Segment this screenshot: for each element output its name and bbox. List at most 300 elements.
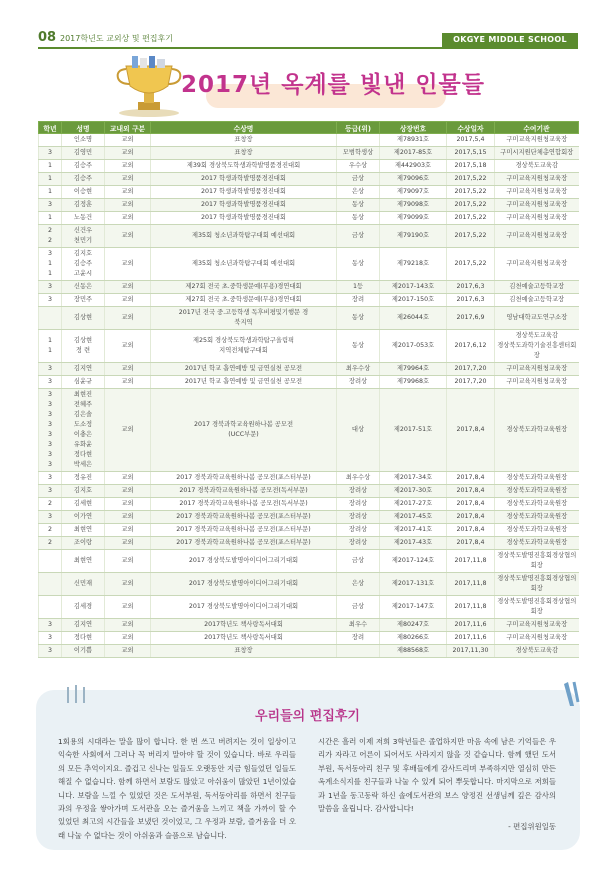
- cell-line: 2: [47, 237, 52, 244]
- cell-grade: [39, 134, 62, 147]
- cell-grade: [39, 160, 62, 173]
- table-row: [39, 596, 579, 619]
- cell-line: 표창장: [234, 149, 253, 156]
- cell-line: 2017 경상북도발명아이디어그리기대회: [188, 580, 299, 587]
- cell-cert: 제80247호: [380, 619, 447, 632]
- cell-rank: 동상: [337, 212, 380, 225]
- cell-line: 김지연: [73, 621, 93, 628]
- cell-line: 2: [47, 500, 52, 507]
- cell-date: 2017,8,4: [447, 498, 495, 511]
- cell-line: 1: [47, 270, 52, 277]
- cell-type: 교외: [105, 472, 151, 485]
- leaf-icon: [62, 685, 102, 705]
- cell-grade: [39, 524, 62, 537]
- cell-grade: [39, 550, 62, 573]
- cell-name: [62, 472, 105, 485]
- page-title: 2017년 옥계를 빛낸 인물들: [181, 72, 485, 98]
- cell-name: [62, 225, 105, 248]
- table-row: [39, 186, 579, 199]
- cell-grade: [39, 307, 62, 330]
- cell-type: 교외: [105, 511, 151, 524]
- cell-line: 고윤시: [73, 270, 93, 277]
- cell-award: [151, 573, 337, 596]
- cell-date: 2017,11,6: [447, 619, 495, 632]
- cell-award: [151, 596, 337, 619]
- cell-org: [495, 632, 579, 645]
- cell-award: [151, 186, 337, 199]
- cell-type: 교외: [105, 645, 151, 658]
- column-header: 수상일자: [447, 122, 495, 134]
- cell-type: 교외: [105, 389, 151, 472]
- editorial-title: 우리들의 편집후기: [255, 709, 360, 724]
- cell-award: [151, 524, 337, 537]
- cell-org: [495, 186, 579, 199]
- cell-line: 조이랑: [73, 539, 93, 546]
- cell-name: [62, 645, 105, 658]
- cell-grade: [39, 389, 62, 472]
- cell-type: 교외: [105, 330, 151, 363]
- cell-type: 교외: [105, 363, 151, 376]
- cell-type: 교외: [105, 485, 151, 498]
- cell-org: [495, 498, 579, 511]
- cell-line: 3: [47, 149, 52, 156]
- cell-line: 경상북도교육감: [515, 332, 559, 339]
- table-row: [39, 160, 579, 173]
- cell-line: 3: [47, 621, 52, 628]
- table-row: [39, 134, 579, 147]
- table-row: [39, 573, 579, 596]
- cell-name: [62, 307, 105, 330]
- cell-name: [62, 376, 105, 389]
- page-number: 08: [38, 30, 57, 45]
- cell-type: 교외: [105, 160, 151, 173]
- cell-name: [62, 199, 105, 212]
- cell-line: 1: [47, 347, 52, 354]
- cell-cert: 제2017-053호: [380, 330, 447, 363]
- cell-cert: 제2017-124호: [380, 550, 447, 573]
- cell-line: 1: [47, 175, 52, 182]
- cell-org: [495, 160, 579, 173]
- cell-line: 신동은: [73, 283, 93, 290]
- cell-cert: 제2017-43호: [380, 537, 447, 550]
- cell-grade: [39, 147, 62, 160]
- editorial-text-left: 1회용의 시대라는 말을 많이 합니다. 한 번 쓰고 버려지는 것이 일상이고 익숙한 사회에서 그러나 꼭 버리지 말아야 할 것이 있습니다. 바로 우리들의 모든 추억이지요. 즐겁고 신나는 일들도 오랫동안 지금 힘들었던 일들도 해질 수 없습니다. 함께 하면서 보람도 많았고 아쉬움이 많았던 1년이었습니다. 보람을 느낄 수 있었던 것은 도서부원, 독서동아리를 하면서 친구들과의 우정을 쌓아가며 도서관을 오는 즐거움을 느끼고 책을 가까이 할 수 있었던 최고의 시간들을 보냈던 것이었고, 그 우정과 보람, 즐거움을 더 오래 나눌 수 없다는 것이 아쉬움과 슬픔으로 남습니다.: [58, 737, 296, 840]
- cell-line: 표창장: [234, 647, 253, 654]
- table-row: [39, 225, 579, 248]
- page-header: [0, 0, 615, 52]
- cell-line: 2017 경북과학교육원하나봄 공모전(포스터부문): [176, 474, 311, 481]
- cell-rank: 장려상: [337, 537, 380, 550]
- cell-line: 정 련: [75, 347, 91, 354]
- cell-line: 1: [47, 260, 52, 267]
- cell-date: 2017,5,22: [447, 248, 495, 281]
- cell-cert: 제79099호: [380, 212, 447, 225]
- cell-grade: [39, 472, 62, 485]
- cell-grade: [39, 537, 62, 550]
- cell-rank: [337, 645, 380, 658]
- cell-org: [495, 307, 579, 330]
- cell-line: 김상현: [73, 337, 93, 344]
- title-area: [178, 66, 488, 112]
- cell-org: [495, 173, 579, 186]
- cell-rank: 동상: [337, 307, 380, 330]
- table-row: [39, 511, 579, 524]
- cell-award: [151, 472, 337, 485]
- column-header: 등급(위): [337, 122, 380, 134]
- cell-line: 구미교육지원청교육장: [506, 378, 568, 385]
- cell-rank: 장려: [337, 632, 380, 645]
- cell-line: 최현연: [73, 557, 93, 564]
- cell-line: 2017 경상북도발명아이디어그리기대회: [188, 557, 299, 564]
- column-header: 교내외 구분: [105, 122, 151, 134]
- cell-rank: 금상: [337, 173, 380, 186]
- cell-rank: 최우수상: [337, 363, 380, 376]
- cell-line: 김지연: [73, 365, 93, 372]
- table-header-row: [39, 122, 579, 134]
- cell-cert: 제2017-34호: [380, 472, 447, 485]
- cell-line: 구미교육지원청교육장: [506, 634, 568, 641]
- cell-line: 신건우: [73, 227, 93, 234]
- table-body: [39, 134, 579, 658]
- cell-line: 3: [47, 431, 52, 438]
- cell-line: 김승주: [73, 260, 93, 267]
- cell-org: [495, 281, 579, 294]
- cell-rank: [337, 134, 380, 147]
- cell-grade: [39, 330, 62, 363]
- cell-line: 이기쁨: [73, 647, 93, 654]
- table-row: [39, 199, 579, 212]
- cell-award: [151, 498, 337, 511]
- cell-grade: [39, 186, 62, 199]
- cell-type: 교외: [105, 294, 151, 307]
- cell-line: 2017년 전국 중.고등학생 독후비평및기행문 경: [178, 309, 309, 316]
- cell-line: 경상북도발명진흥회경상협의회장: [497, 575, 577, 592]
- cell-award: [151, 134, 337, 147]
- cell-line: 경상북도교육감: [515, 647, 559, 654]
- cell-date: 2017,8,4: [447, 472, 495, 485]
- cell-cert: 제442903호: [380, 160, 447, 173]
- cell-org: [495, 537, 579, 550]
- cell-grade: [39, 485, 62, 498]
- cell-award: [151, 330, 337, 363]
- cell-award: [151, 160, 337, 173]
- cell-cert: 제79968호: [380, 376, 447, 389]
- cell-name: [62, 511, 105, 524]
- cell-date: 2017,8,4: [447, 511, 495, 524]
- cell-line: 경상북도과학교육원장: [506, 500, 568, 507]
- cell-name: [62, 573, 105, 596]
- table-row: [39, 389, 579, 472]
- cell-line: 2017 경북과학교육원하나봄 공모전(포스터부문): [176, 539, 311, 546]
- cell-line: 1: [47, 214, 52, 221]
- cell-name: [62, 363, 105, 376]
- cell-line: 3: [47, 421, 52, 428]
- cell-date: 2017,7,20: [447, 363, 495, 376]
- cell-line: 경상북도교육감: [515, 162, 559, 169]
- cell-award: [151, 248, 337, 281]
- cell-line: 구미교육지원청교육장: [506, 136, 568, 143]
- cell-type: 교외: [105, 186, 151, 199]
- column-header: 수상명: [151, 122, 337, 134]
- cell-cert: 제2017-150호: [380, 294, 447, 307]
- cell-line: 천민기: [73, 237, 93, 244]
- cell-line: 경상북도과학기술진흥센터회장: [497, 342, 577, 359]
- cell-cert: 제2017-41호: [380, 524, 447, 537]
- cell-line: 김영민: [73, 149, 93, 156]
- cell-type: 교외: [105, 212, 151, 225]
- cell-org: [495, 363, 579, 376]
- cell-line: 제35회 청소년과학탐구대회 예선대회: [191, 232, 296, 239]
- cell-line: 이가연: [73, 513, 93, 520]
- table-row: [39, 294, 579, 307]
- cell-cert: 제79097호: [380, 186, 447, 199]
- cell-line: 2017 학생과학발명품경진대회: [201, 214, 286, 221]
- cell-award: [151, 212, 337, 225]
- cell-award: [151, 363, 337, 376]
- cell-org: [495, 596, 579, 619]
- cell-line: 3: [47, 441, 52, 448]
- column-header: 수여기관: [495, 122, 579, 134]
- cell-rank: 장려상: [337, 376, 380, 389]
- table-row: [39, 330, 579, 363]
- cell-rank: 1등: [337, 281, 380, 294]
- cell-grade: [39, 294, 62, 307]
- cell-date: 2017,5,22: [447, 225, 495, 248]
- cell-line: 제27회 전국 초.중학생문예(무용)경연대회: [185, 283, 302, 290]
- cell-award: [151, 199, 337, 212]
- cell-rank: 장려상: [337, 498, 380, 511]
- cell-cert: 제2017-45호: [380, 511, 447, 524]
- table-row: [39, 147, 579, 160]
- cell-line: 2: [47, 539, 52, 546]
- cell-award: [151, 619, 337, 632]
- cell-line: 2: [47, 227, 52, 234]
- cell-award: [151, 307, 337, 330]
- cell-org: [495, 330, 579, 363]
- cell-line: 김천예술고등학교장: [509, 283, 565, 290]
- cell-rank: 장려상: [337, 524, 380, 537]
- cell-award: [151, 537, 337, 550]
- cell-date: 2017,8,4: [447, 389, 495, 472]
- cell-line: 표창장: [234, 136, 253, 143]
- cell-name: [62, 619, 105, 632]
- cell-line: 북지역: [234, 319, 253, 326]
- cell-rank: 은상: [337, 573, 380, 596]
- cell-line: 제35회 청소년과학탐구대회 예선대회: [191, 260, 296, 267]
- cell-rank: 장려상: [337, 485, 380, 498]
- cell-award: [151, 225, 337, 248]
- cell-org: [495, 524, 579, 537]
- table-row: [39, 550, 579, 573]
- table-row: [39, 248, 579, 281]
- cell-line: 구미교육지원청교육장: [506, 260, 568, 267]
- cell-line: 구미교육지원청교육장: [506, 214, 568, 221]
- cell-org: [495, 212, 579, 225]
- cell-date: 2017,8,4: [447, 524, 495, 537]
- cell-type: 교외: [105, 376, 151, 389]
- cell-rank: 금상: [337, 550, 380, 573]
- cell-name: [62, 596, 105, 619]
- cell-award: [151, 294, 337, 307]
- cell-line: 3: [47, 283, 52, 290]
- cell-grade: [39, 199, 62, 212]
- school-name-banner: OKGYE MIDDLE SCHOOL: [442, 33, 578, 47]
- cell-line: 이충은: [73, 431, 93, 438]
- cell-rank: 동상: [337, 330, 380, 363]
- cell-org: [495, 294, 579, 307]
- cell-org: [495, 376, 579, 389]
- cell-org: [495, 134, 579, 147]
- awards-table: [38, 121, 578, 658]
- cell-line: 경상북도발명진흥회경상협의회장: [497, 598, 577, 615]
- cell-type: 교외: [105, 147, 151, 160]
- cell-line: 3: [47, 296, 52, 303]
- cell-grade: [39, 596, 62, 619]
- cell-line: 구미교육지원청교육장: [506, 232, 568, 239]
- cell-grade: [39, 281, 62, 294]
- cell-date: 2017,5,15: [447, 147, 495, 160]
- cell-line: 1: [47, 162, 52, 169]
- cell-line: 구미교육지원청교육장: [506, 365, 568, 372]
- cell-rank: 동상: [337, 199, 380, 212]
- cell-name: [62, 330, 105, 363]
- cell-rank: 모범학생상: [337, 147, 380, 160]
- cell-org: [495, 199, 579, 212]
- cell-rank: 우수상: [337, 160, 380, 173]
- editorial-text-right: 시간은 흘러 이제 저희 3학년들은 졸업하지만 마음 속에 남은 기억들은 우리가 자라고 어른이 되어서도 사라지지 않을 것 같습니다. 함께 했던 도서부원, 독서동아리 친구 및 후배들에게 감사드리며 부족하지만 열심히 만든 옥계소식지를 친구들과 나눌 수 있게 되어 뿌듯합니다. 마지막으로 저희들과 1년을 동고동락 하신 솔에도서관의 보스 양정진 선생님께 깊은 감사의 말씀을 올립니다. 감사합니다!: [318, 737, 556, 814]
- cell-cert: 제88568호: [380, 645, 447, 658]
- cell-cert: 제79098호: [380, 199, 447, 212]
- cell-line: 정다현: [73, 634, 93, 641]
- cell-type: 교외: [105, 619, 151, 632]
- cell-cert: 제2017-51호: [380, 389, 447, 472]
- cell-date: 2017,6,9: [447, 307, 495, 330]
- cell-line: 정다현: [73, 451, 93, 458]
- cell-line: 2017 경북과학교육원하나봄 공모전(독서부문): [179, 487, 308, 494]
- cell-org: [495, 389, 579, 472]
- cell-name: [62, 160, 105, 173]
- cell-line: (UCC부문): [228, 431, 259, 438]
- cell-award: [151, 376, 337, 389]
- cell-line: 3: [47, 487, 52, 494]
- table-row: [39, 537, 579, 550]
- cell-name: [62, 550, 105, 573]
- cell-grade: [39, 173, 62, 186]
- cell-line: 이승현: [73, 188, 93, 195]
- cell-date: 2017,7,20: [447, 376, 495, 389]
- cell-line: 구미시지원단체총연합회장: [500, 149, 574, 156]
- cell-grade: [39, 632, 62, 645]
- cell-cert: 제80266호: [380, 632, 447, 645]
- cell-award: [151, 147, 337, 160]
- cell-line: 노동건: [73, 214, 93, 221]
- cell-type: 교외: [105, 248, 151, 281]
- cell-line: 2017년 학교 흡연예방 및 금연실천 공모전: [184, 378, 303, 385]
- cell-date: 2017,6,3: [447, 281, 495, 294]
- cell-line: 경상북도과학교육원장: [506, 426, 568, 433]
- cell-rank: 금상: [337, 596, 380, 619]
- table-row: [39, 645, 579, 658]
- table-row: [39, 363, 579, 376]
- cell-date: 2017,5,4: [447, 134, 495, 147]
- cell-cert: 제79218호: [380, 248, 447, 281]
- cell-type: 교외: [105, 596, 151, 619]
- trophy-icon: [110, 56, 188, 118]
- cell-date: 2017,5,22: [447, 173, 495, 186]
- cell-line: 김세현: [73, 500, 93, 507]
- cell-grade: [39, 645, 62, 658]
- cell-date: 2017,8,4: [447, 537, 495, 550]
- cell-name: [62, 134, 105, 147]
- cell-name: [62, 173, 105, 186]
- cell-line: 구미교육지원청교육장: [506, 175, 568, 182]
- cell-line: 인소명: [73, 136, 93, 143]
- header-divider: [38, 47, 578, 49]
- cell-line: 2017학년도 책사랑독서대회: [204, 621, 283, 628]
- cell-line: 3: [47, 461, 52, 468]
- cell-name: [62, 389, 105, 472]
- cell-date: 2017,5,18: [447, 160, 495, 173]
- cell-date: 2017,5,22: [447, 212, 495, 225]
- section-title: 2017학년도 교외상 및 편집후기: [60, 34, 173, 43]
- cell-line: 경상북도발명진흥회경상협의회장: [497, 552, 577, 569]
- cell-org: [495, 550, 579, 573]
- cell-line: 경상북도과학교육원장: [506, 526, 568, 533]
- table-row: [39, 632, 579, 645]
- cell-line: 2017 경북과학교육원하나봄 공모전(포스터부문): [176, 513, 311, 520]
- cell-line: 경상북도과학교육원장: [506, 487, 568, 494]
- cell-name: [62, 281, 105, 294]
- cell-type: 교외: [105, 550, 151, 573]
- cell-name: [62, 632, 105, 645]
- table-row: [39, 472, 579, 485]
- cell-grade: [39, 248, 62, 281]
- cell-date: 2017,11,8: [447, 573, 495, 596]
- cell-line: 2017학년도 책사랑독서대회: [204, 634, 283, 641]
- cell-line: 김승주: [73, 162, 93, 169]
- cell-award: [151, 173, 337, 186]
- table-row: [39, 376, 579, 389]
- cell-org: [495, 645, 579, 658]
- cell-line: 도소정: [73, 421, 93, 428]
- cell-cert: 제2017-27호: [380, 498, 447, 511]
- cell-line: 3: [47, 451, 52, 458]
- cell-grade: [39, 225, 62, 248]
- cell-line: 김지호: [73, 487, 93, 494]
- column-header: 성명: [62, 122, 105, 134]
- cell-line: 3: [47, 378, 52, 385]
- cell-type: 교외: [105, 281, 151, 294]
- cell-award: [151, 511, 337, 524]
- cell-date: 2017,8,4: [447, 485, 495, 498]
- cell-award: [151, 632, 337, 645]
- cell-line: 3: [47, 634, 52, 641]
- cell-line: 정유진: [73, 474, 93, 481]
- cell-type: 교외: [105, 134, 151, 147]
- cell-line: 지역전체탐구대회: [219, 347, 268, 354]
- cell-line: 3: [47, 411, 52, 418]
- editorial-signature: - 편집위원일동: [508, 822, 556, 831]
- cell-line: 김승주: [73, 175, 93, 182]
- cell-line: 제39회 경상북도학생과학발명품경진대회: [186, 162, 301, 169]
- cell-org: [495, 147, 579, 160]
- cell-cert: 제79190호: [380, 225, 447, 248]
- cell-type: 교외: [105, 199, 151, 212]
- cell-name: [62, 212, 105, 225]
- cell-award: [151, 645, 337, 658]
- cell-type: 교외: [105, 498, 151, 511]
- cell-line: 2017 학생과학발명품경진대회: [201, 201, 286, 208]
